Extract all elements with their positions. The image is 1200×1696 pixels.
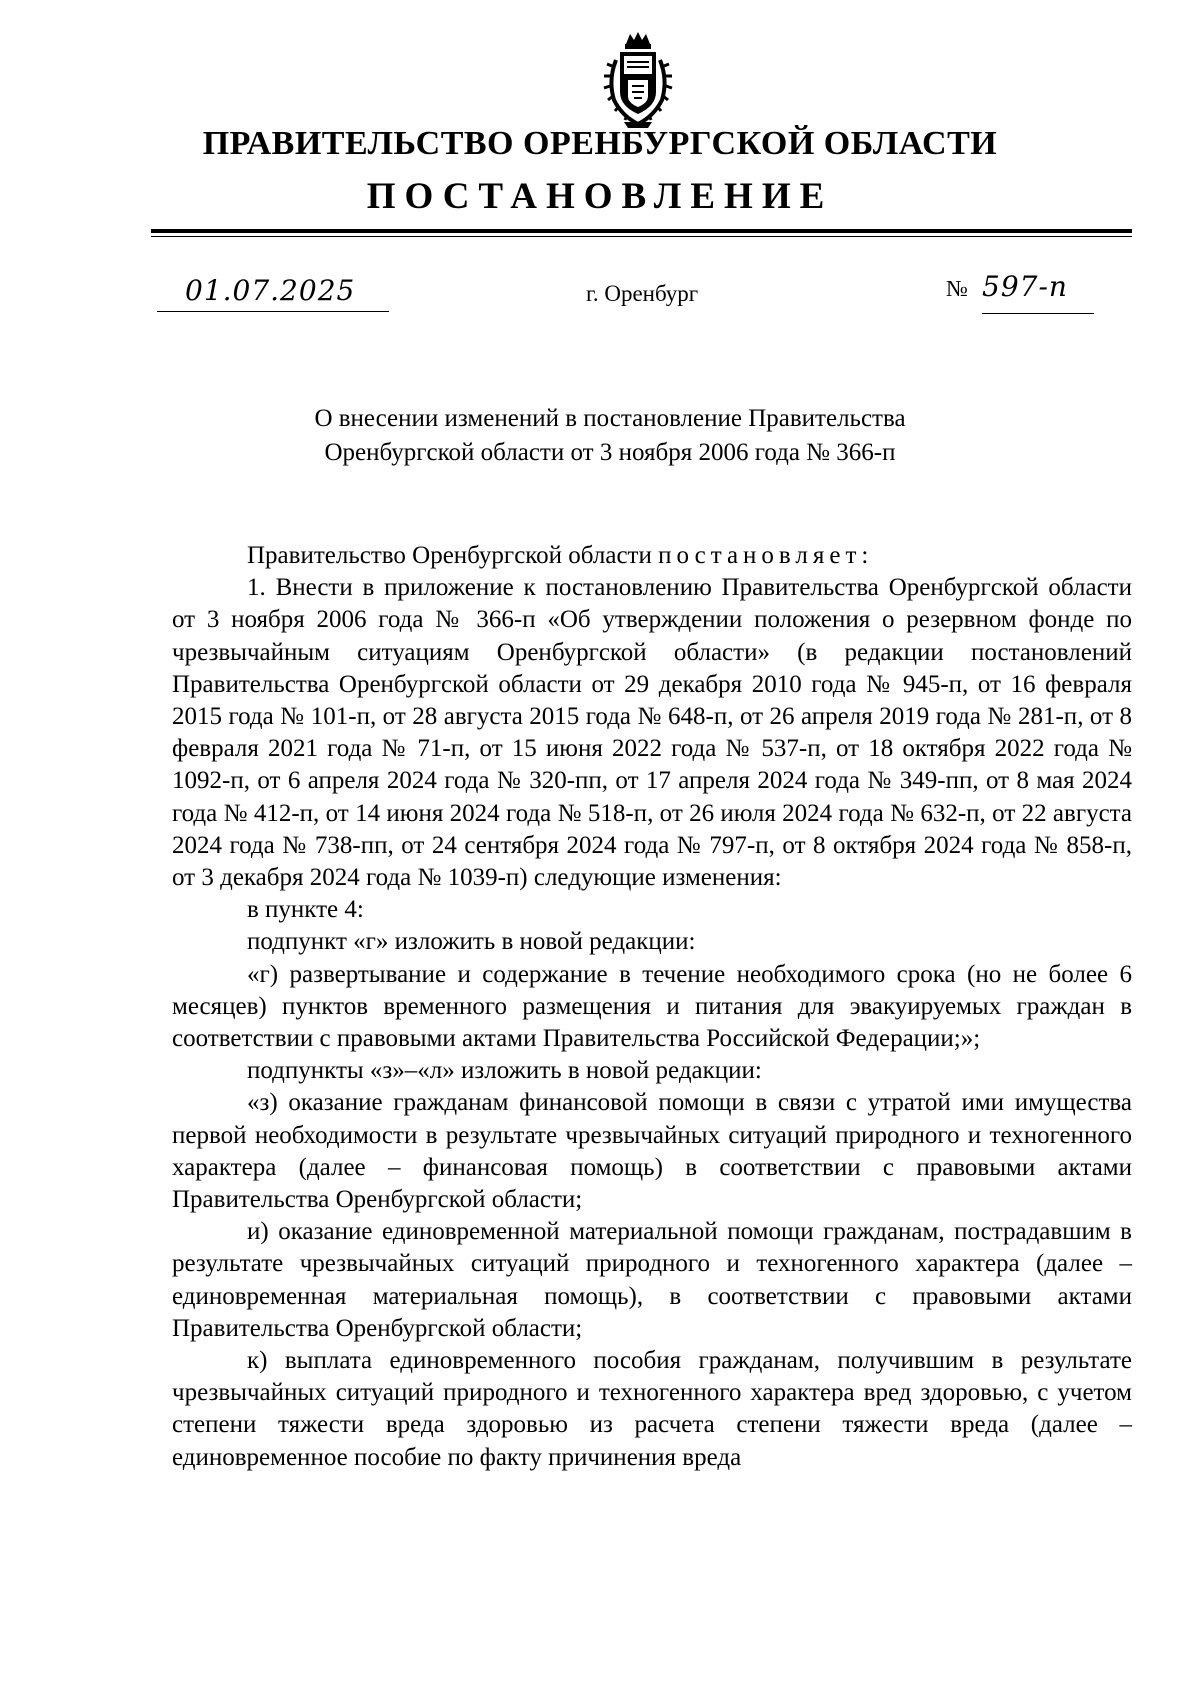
coat-of-arms-icon xyxy=(598,30,678,130)
paragraph-4: «г) развертывание и содержание в течение необходимого срока (но не более 6 месяцев) пунктов временного размещения и питания для эвакуируемых граждан в соответствии с правовыми актами Правительства Российской Федерации;»; xyxy=(172,960,1132,1053)
date-underline xyxy=(157,311,389,312)
paragraph-3: подпункт «г» изложить в новой редакции: xyxy=(247,928,696,956)
document-body xyxy=(172,540,1132,1474)
header-divider-thin xyxy=(151,236,1132,237)
paragraph-5: подпункты «з»–«л» изложить в новой редакции: xyxy=(247,1057,762,1085)
document-date-field xyxy=(157,274,389,314)
document-type-title: ПОСТАНОВЛЕНИЕ xyxy=(366,176,834,217)
paragraph-1: 1. Внести в приложение к постановлению Правительства Оренбургской области от 3 ноября 2006 года № 366-п «Об утверждении положения о резервном фонде по чрезвычайным ситуациям Оренбургской области» (в редакции постановлений Правительства Оренбургской области от 29 декабря 2010 года № 945-п, от 16 февраля 2015 года № 101-п, от 28 августа 2015 года № 648-п, от 26 апреля 2019 года № 281-п, от 8 февраля 2021 года № 71-п, от 15 июня 2022 года № 537-п, от 18 октября 2022 года № 1092-п, от 6 апреля 2024 года № 320-пп, от 17 апреля 2024 года № 349-пп, от 8 мая 2024 года № 412-п, от 14 июня 2024 года № 518-п, от 26 июля 2024 года № 632-п, от 22 августа 2024 года № 738-пп, от 24 сентября 2024 года № 797-п, от 8 октября 2024 года № 858-п, от 3 декабря 2024 года № 1039-п) следующие изменения: xyxy=(172,574,1132,892)
number-underline xyxy=(982,313,1094,314)
subject-line-2: Оренбургской области от 3 ноября 2006 года № 366-п xyxy=(324,439,896,466)
intro-verb: постановляет: xyxy=(658,542,874,569)
document-number: 597-п xyxy=(982,270,1068,303)
number-sign: № xyxy=(946,276,968,301)
subject-line-1: О внесении изменений в постановление Правительства xyxy=(314,405,906,432)
document-date: 01.07.2025 xyxy=(185,274,356,307)
paragraph-6: «з) оказание гражданам финансовой помощи в связи с утратой ими имущества первой необходимости в результате чрезвычайных ситуаций природного и техногенного характера (далее – финансовая помощь) в соответствии с правовыми актами Правительства Оренбургской области; xyxy=(172,1089,1132,1214)
intro-lead: Правительство Оренбургской области xyxy=(247,542,659,569)
paragraph-7: и) оказание единовременной материальной помощи гражданам, пострадавшим в результате чрезвычайных ситуаций природного и техногенного характера (далее – единовременная материальная помощь), в соответствии с правовыми актами Правительства Оренбургской области; xyxy=(172,1218,1132,1342)
paragraph-2: в пункте 4: xyxy=(247,896,364,924)
document-city: г. Оренбург xyxy=(586,281,699,306)
document-subject xyxy=(0,402,1200,470)
organization-title: ПРАВИТЕЛЬСТВО ОРЕНБУРГСКОЙ ОБЛАСТИ xyxy=(202,125,998,162)
paragraph-8: к) выплата единовременного пособия гражданам, получившим в результате чрезвычайных ситуаций природного и техногенного характера вред здоровью, с учетом степени тяжести вреда здоровью из расчета степени тяжести вреда (далее – единовременное пособие по факту причинения вреда xyxy=(172,1347,1132,1471)
header-divider-thick xyxy=(151,229,1132,233)
intro-paragraph xyxy=(172,540,1132,572)
